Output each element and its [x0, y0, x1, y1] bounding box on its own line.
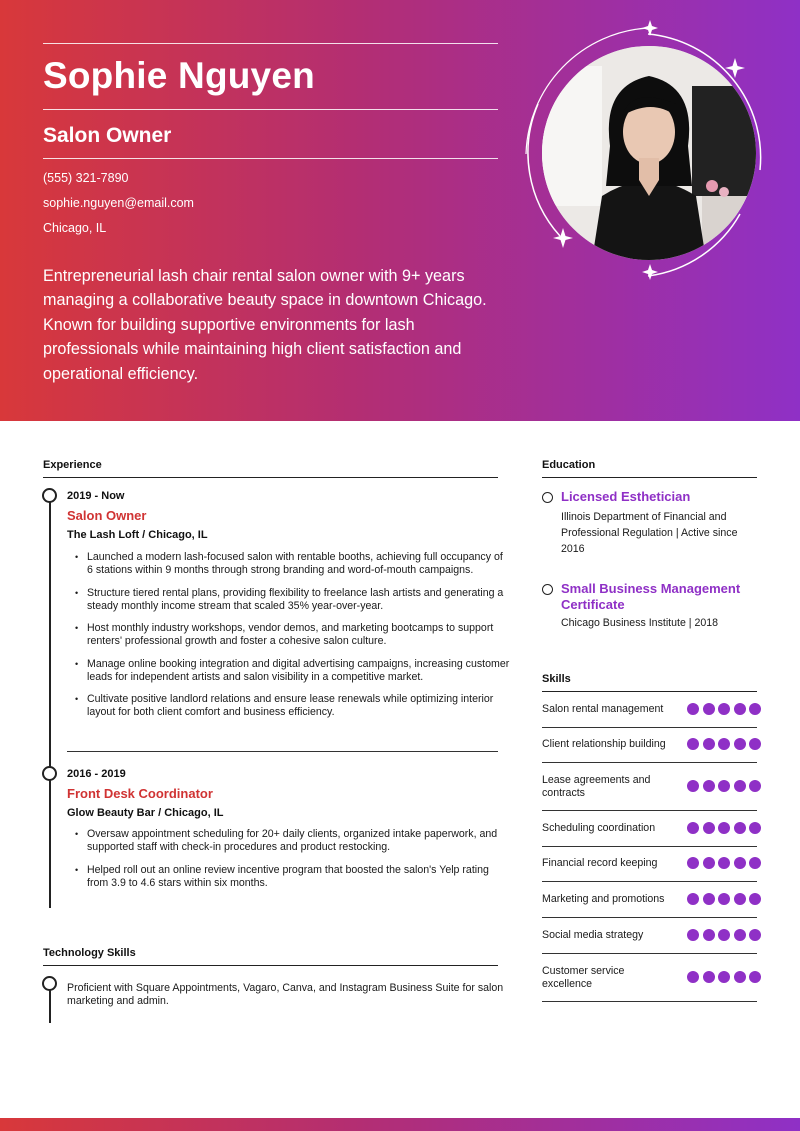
- skill-rating: [687, 822, 761, 835]
- skills-heading: Skills: [542, 673, 571, 685]
- rating-dot: [718, 971, 730, 983]
- summary-text: Entrepreneurial lash chair rental salon owner with 9+ years managing a collaborative beauty space in downtown Chicago. Known for building supportive environments for lash professionals while maintaining high client satisfaction and operational efficiency.: [43, 267, 487, 383]
- rating-dot: [687, 929, 699, 941]
- candidate-name: Sophie Nguyen: [43, 55, 315, 96]
- rating-dot: [687, 893, 699, 905]
- divider: [542, 691, 757, 692]
- divider: [542, 762, 757, 763]
- divider: [43, 477, 498, 478]
- education-detail: Illinois Department of Financial and Professional Regulation | Active since 2016: [561, 511, 738, 555]
- rating-dot: [734, 703, 746, 715]
- list-item: • Structure tiered rental plans, providing flexibility to freelance lash artists and generating a steady monthly income stream that scaled 35% year-over-year.: [67, 587, 510, 613]
- tech-skills-text: Proficient with Square Appointments, Vagaro, Canva, and Instagram Business Suite for salon marketing and admin.: [67, 982, 504, 1007]
- list-item: • Launched a modern lash-focused salon with rentable booths, achieving full occupancy of 6 stations within 9 months through strong branding and word-of-mouth campaigns.: [67, 551, 510, 577]
- rating-dot: [749, 857, 761, 869]
- skill-rating: [687, 893, 761, 906]
- rating-dot: [703, 822, 715, 834]
- tech-skills-heading: Technology Skills: [43, 947, 136, 959]
- experience-timeline: [49, 495, 51, 908]
- experience-heading: Experience: [43, 459, 102, 471]
- education-dot: [542, 492, 553, 503]
- resume-header: [0, 0, 800, 421]
- list-item: • Host monthly industry workshops, vendor demos, and marketing bootcamps to support renters' professional growth and foster a cohesive salon culture.: [67, 622, 510, 648]
- job-title: Salon Owner: [67, 508, 147, 523]
- job-bullets: [67, 551, 510, 729]
- skill-rating: [687, 780, 761, 793]
- list-item: • Helped roll out an online review incentive program that boosted the salon's Yelp rating from 3.9 to 4.6 stars within six months.: [67, 864, 510, 890]
- timeline-dot: [42, 766, 57, 781]
- skill-rating: [687, 703, 761, 716]
- education-title: Licensed Esthetician: [561, 489, 691, 504]
- list-item: • Cultivate positive landlord relations and ensure lease renewals while optimizing interior layout for both client comfort and business efficiency.: [67, 693, 510, 719]
- rating-dot: [703, 971, 715, 983]
- rating-dot: [718, 929, 730, 941]
- skill-name: Marketing and promotions: [542, 893, 665, 905]
- rating-dot: [687, 703, 699, 715]
- skill-name: Client relationship building: [542, 738, 666, 750]
- rating-dot: [687, 822, 699, 834]
- rating-dot: [703, 893, 715, 905]
- rating-dot: [718, 893, 730, 905]
- rating-dot: [734, 893, 746, 905]
- candidate-role: Salon Owner: [43, 124, 172, 147]
- rating-dot: [749, 822, 761, 834]
- divider: [542, 810, 757, 811]
- skill-name: Social media strategy: [542, 929, 644, 941]
- job-bullets: [67, 828, 510, 899]
- email-text: sophie.nguyen@email.com: [43, 196, 194, 210]
- rating-dot: [718, 857, 730, 869]
- rating-dot: [703, 703, 715, 715]
- timeline-dot: [42, 976, 57, 991]
- education-detail: Chicago Business Institute | 2018: [561, 617, 719, 629]
- education-heading: Education: [542, 459, 596, 471]
- skill-name: Lease agreements and contracts: [542, 774, 651, 799]
- rating-dot: [687, 780, 699, 792]
- rating-dot: [749, 703, 761, 715]
- rating-dot: [718, 780, 730, 792]
- phone-text: (555) 321-7890: [43, 171, 129, 185]
- education-title: Small Business Management Certificate: [561, 581, 741, 612]
- rating-dot: [703, 857, 715, 869]
- divider: [542, 1001, 757, 1002]
- timeline-dot: [42, 488, 57, 503]
- rating-dot: [749, 738, 761, 750]
- rating-dot: [749, 893, 761, 905]
- skill-rating: [687, 929, 761, 942]
- rating-dot: [749, 971, 761, 983]
- rating-dot: [687, 738, 699, 750]
- profile-photo: [542, 46, 756, 260]
- divider: [43, 965, 498, 966]
- divider: [542, 846, 757, 847]
- divider: [542, 917, 757, 918]
- skill-name: Salon rental management: [542, 703, 664, 715]
- skill-name: Financial record keeping: [542, 857, 658, 869]
- divider: [542, 727, 757, 728]
- divider: [43, 43, 498, 44]
- rating-dot: [734, 971, 746, 983]
- job-dates: 2019 - Now: [67, 490, 125, 502]
- rating-dot: [687, 857, 699, 869]
- education-dot: [542, 584, 553, 595]
- rating-dot: [734, 857, 746, 869]
- rating-dot: [734, 822, 746, 834]
- rating-dot: [749, 780, 761, 792]
- job-company: Glow Beauty Bar / Chicago, IL: [67, 807, 224, 819]
- list-item: • Oversaw appointment scheduling for 20+ daily clients, organized intake paperwork, and supported staff with check-in procedures and product restocking.: [67, 828, 510, 854]
- job-dates: 2016 - 2019: [67, 768, 126, 780]
- rating-dot: [718, 703, 730, 715]
- rating-dot: [718, 822, 730, 834]
- job-company: The Lash Loft / Chicago, IL: [67, 529, 208, 541]
- profile-photo-frame: [520, 14, 780, 284]
- job-title: Front Desk Coordinator: [67, 786, 213, 801]
- skill-name: Scheduling coordination: [542, 822, 656, 834]
- footer-bar: [0, 1118, 800, 1131]
- divider: [67, 751, 498, 752]
- rating-dot: [749, 929, 761, 941]
- divider: [542, 953, 757, 954]
- rating-dot: [718, 738, 730, 750]
- divider: [542, 477, 757, 478]
- rating-dot: [734, 738, 746, 750]
- rating-dot: [687, 971, 699, 983]
- skill-rating: [687, 738, 761, 751]
- skill-rating: [687, 857, 761, 870]
- rating-dot: [734, 929, 746, 941]
- divider: [43, 109, 498, 110]
- rating-dot: [703, 780, 715, 792]
- list-item: • Manage online booking integration and digital advertising campaigns, increasing customer leads for independent artists and salon visibility in a competitive market.: [67, 658, 510, 684]
- skill-name: Customer service excellence: [542, 965, 625, 990]
- skill-rating: [687, 971, 761, 984]
- divider: [43, 158, 498, 159]
- rating-dot: [703, 738, 715, 750]
- location-text: Chicago, IL: [43, 221, 107, 235]
- rating-dot: [703, 929, 715, 941]
- rating-dot: [734, 780, 746, 792]
- divider: [542, 881, 757, 882]
